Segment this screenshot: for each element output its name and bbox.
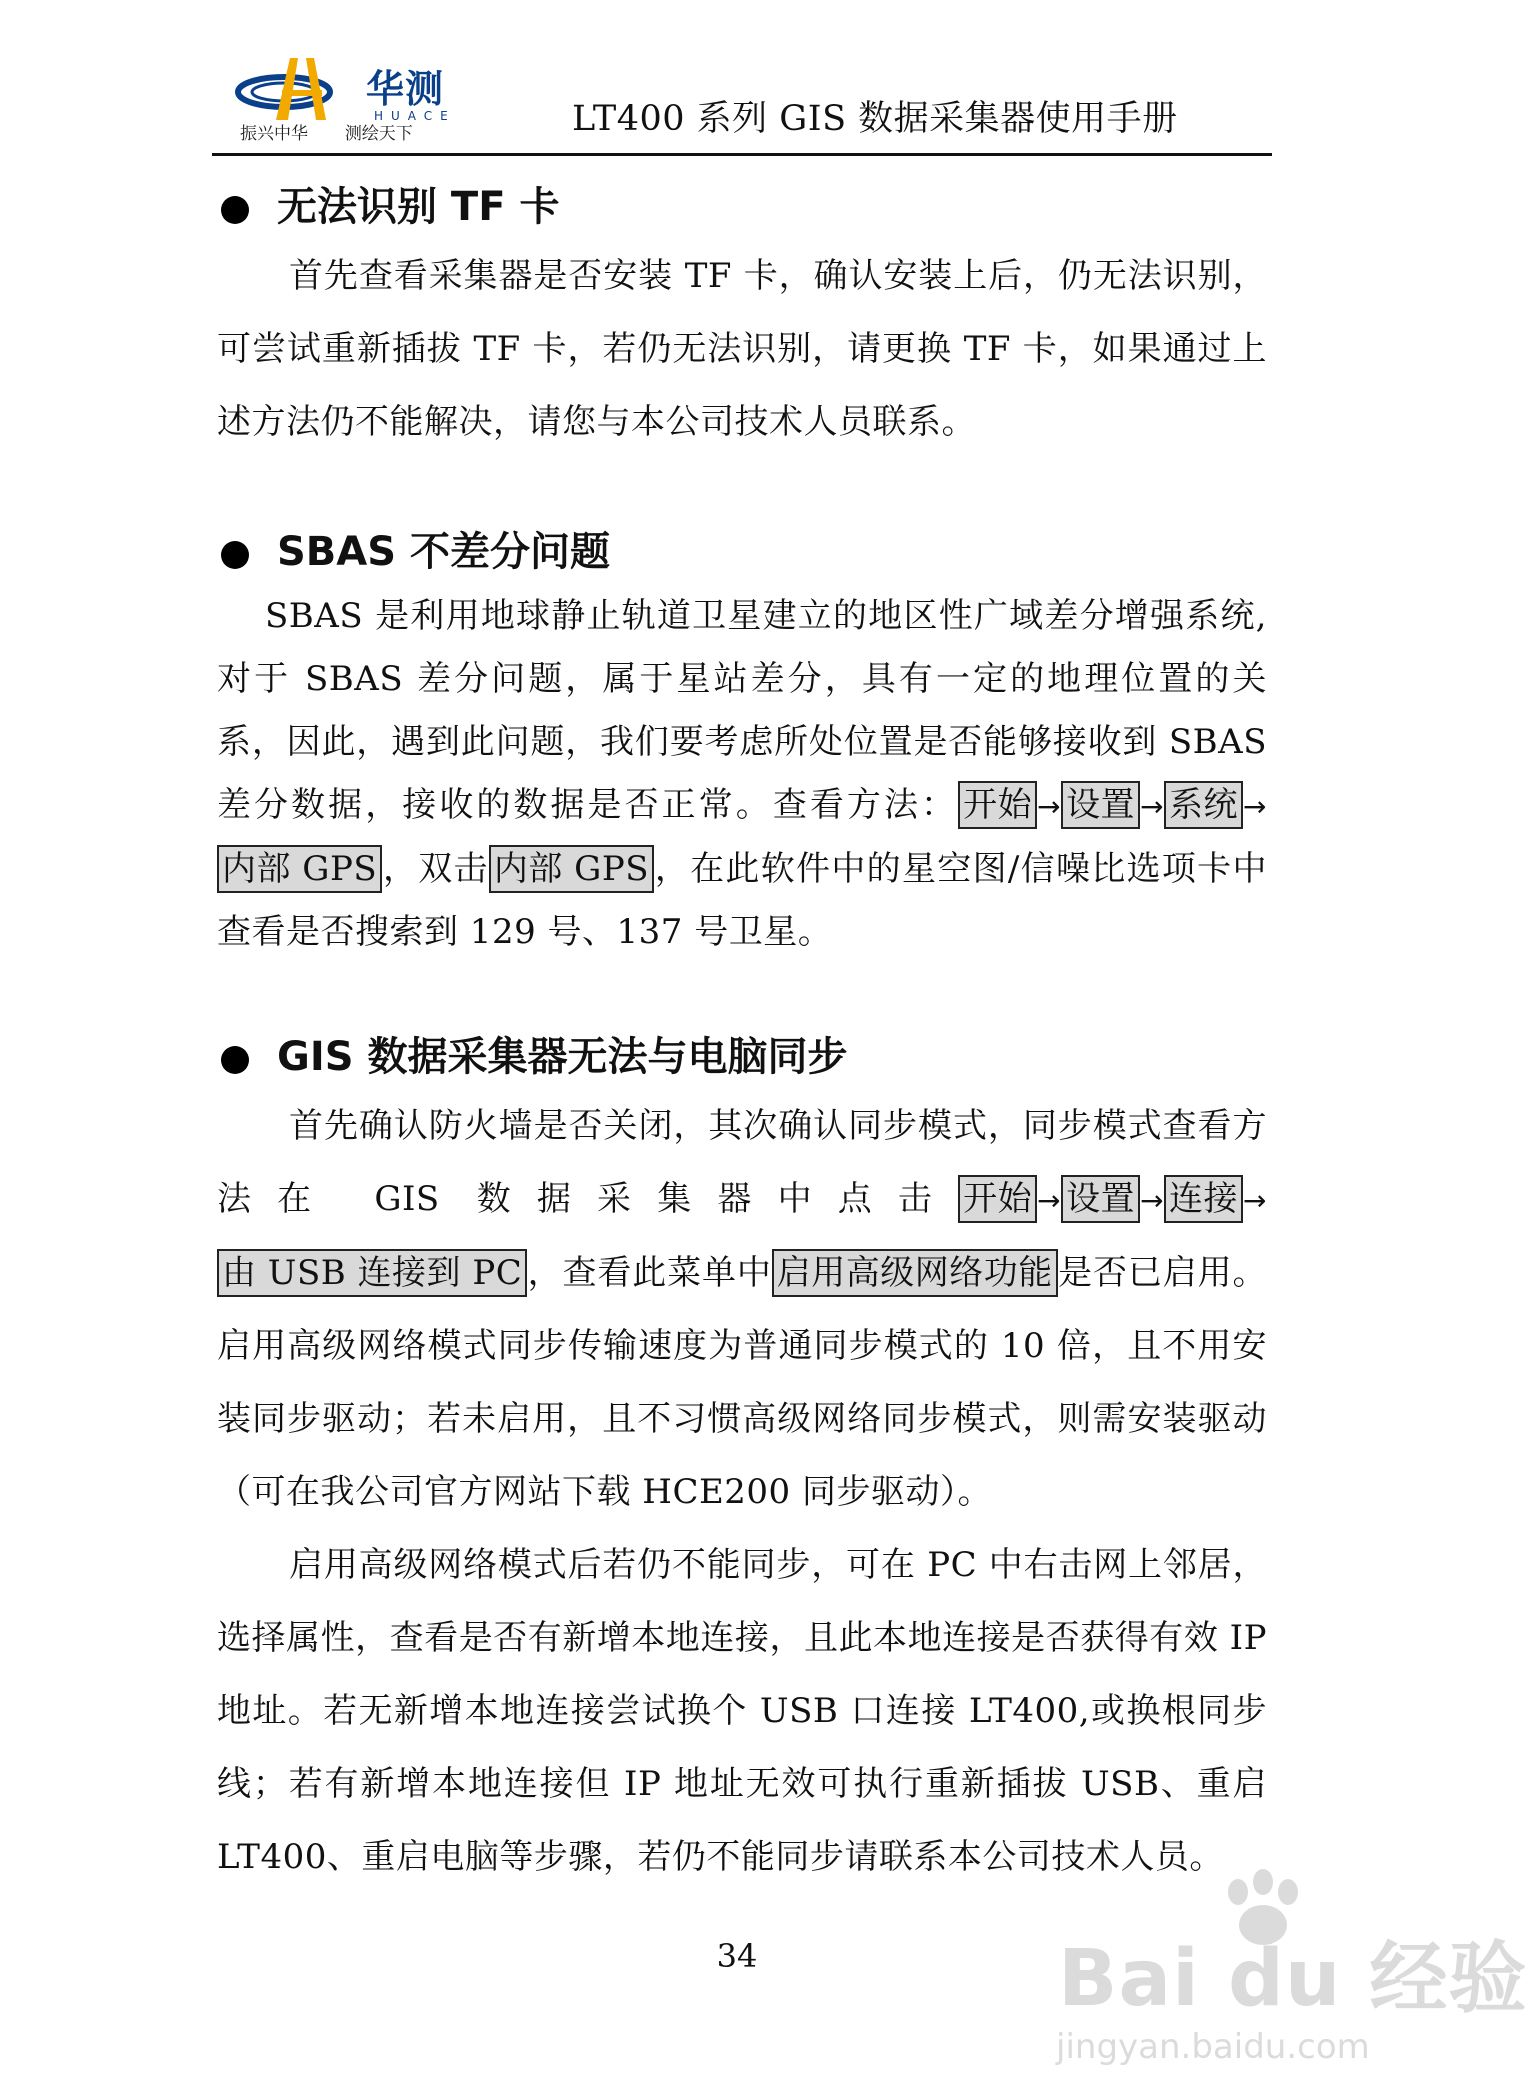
logo-text-cn: 华测	[366, 67, 445, 111]
watermark-url: jingyan.baidu.com	[1056, 2027, 1370, 2067]
section-heading	[217, 519, 1267, 585]
slogan-right: 测绘天下	[344, 124, 413, 144]
section-paragraph: 首先查看采集器是否安装 TF 卡，确认安装上后，仍无法识别，可尝试重新插拔 TF 卡，若仍无法识别，请更换 TF 卡，如果通过上述方法仍不能解决，请您与本公司技术人员联系。	[217, 256, 1267, 442]
logo-slogan	[240, 126, 480, 143]
menu-path-settings: 设置	[1061, 1175, 1140, 1223]
huace-logo	[232, 56, 482, 146]
paragraph-text: 首先确认防火墙是否关闭，其次确认同步模式，同步模式查看方法在 GIS 数据采集器中点击	[217, 1106, 1267, 1219]
bullet-icon	[221, 196, 249, 224]
menu-path-internal-gps: 内部 GPS	[217, 845, 382, 893]
arrow-right-icon: →	[1243, 790, 1267, 823]
bullet-icon	[221, 541, 249, 569]
arrow-right-icon: →	[1140, 790, 1165, 823]
document-title: LT400 系列 GIS 数据采集器使用手册	[572, 99, 1178, 139]
menu-path-connections: 连接	[1164, 1175, 1243, 1223]
menu-path-start: 开始	[958, 1175, 1037, 1223]
section-paragraph	[217, 1090, 1267, 1529]
section-heading-text: 无法识别 TF 卡	[277, 184, 560, 230]
page-header	[212, 50, 1272, 154]
section-paragraph: 启用高级网络模式后若仍不能同步，可在 PC 中右击网上邻居，选择属性，查看是否有新增本地连接，且此本地连接是否获得有效 IP 地址。若无新增本地连接尝试换个 USB 口连接 LT400,或换根同步线；若有新增本地连接但 IP 地址无效可执行重新插拔 USB、重启 LT400、重启电脑等步骤，若仍不能同步请联系本公司技术人员。	[217, 1545, 1267, 1877]
arrow-right-icon: →	[1243, 1184, 1267, 1217]
section-heading	[217, 1024, 1267, 1090]
paragraph-text: SBAS 是利用地球静止轨道卫星建立的地区性广域差分增强系统,对于 SBAS 差分问题，属于星站差分，具有一定的地理位置的关系，因此，遇到此问题，我们要考虑所处位置是否能够接收到 SBAS 差分数据，接收的数据是否正常。查看方法：	[217, 596, 1267, 825]
menu-path-settings: 设置	[1061, 781, 1140, 829]
bullet-icon	[221, 1046, 249, 1074]
watermark-logo: Bai du 经验	[1058, 1934, 1528, 2024]
huace-logo-mark-icon	[232, 56, 372, 124]
arrow-right-icon: →	[1037, 1184, 1062, 1217]
section-heading	[217, 174, 1267, 240]
paragraph-text: 是否已启用。启用高级网络模式同步传输速度为普通同步模式的 10 倍，且不用安装同步驱动；若未启用，且不习惯高级网络同步模式，则需安装驱动（可在我公司官方网站下载 HCE200 同步驱动）。	[217, 1253, 1267, 1512]
section-heading-text: SBAS 不差分问题	[277, 529, 610, 575]
section-paragraph	[217, 585, 1267, 964]
page-number: 34	[716, 1937, 758, 1975]
arrow-right-icon: →	[1037, 790, 1062, 823]
arrow-right-icon: →	[1140, 1184, 1165, 1217]
paragraph-text: ，双击	[382, 849, 489, 889]
slogan-left: 振兴中华	[240, 124, 308, 144]
header-divider	[212, 153, 1272, 156]
section-sbas	[217, 519, 1267, 964]
menu-path-usb-to-pc: 由 USB 连接到 PC	[217, 1249, 527, 1297]
section-heading-text: GIS 数据采集器无法与电脑同步	[277, 1034, 848, 1080]
logo-text-en: HUACE	[374, 109, 456, 123]
section-tf-card	[217, 174, 1267, 459]
baidu-jingyan-watermark	[1048, 1870, 1528, 2080]
paragraph-text: ，在此软件中的星空图/信噪比选项卡中查看是否搜索到 129 号、137 号卫星。	[217, 849, 1267, 952]
paragraph-text: ，查看此菜单中	[527, 1253, 772, 1293]
menu-path-start: 开始	[958, 781, 1037, 829]
menu-option-advanced-network: 启用高级网络功能	[772, 1249, 1058, 1297]
menu-path-system: 系统	[1164, 781, 1243, 829]
section-sync	[217, 1024, 1267, 1894]
page-content	[217, 170, 1267, 1894]
menu-path-internal-gps-doubleclick: 内部 GPS	[489, 845, 654, 893]
